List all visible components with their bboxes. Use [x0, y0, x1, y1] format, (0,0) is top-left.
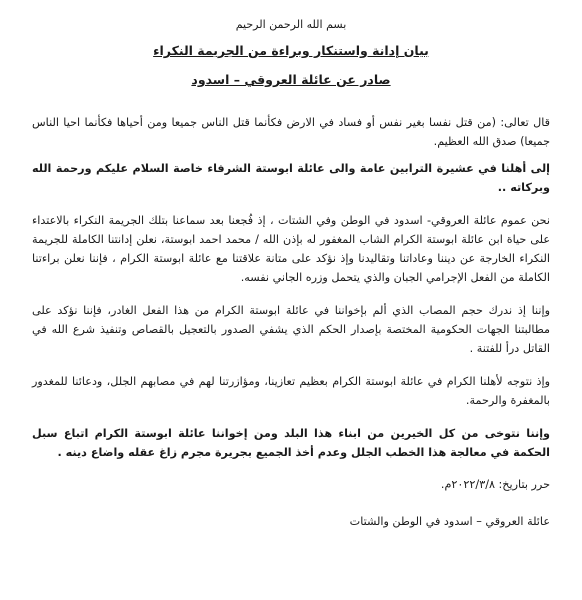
basmala: بسم الله الرحمن الرحيم — [235, 18, 347, 31]
document-title: بيان إدانة واستنكار وبراءة من الجريمة النكراء — [153, 43, 429, 58]
signature: عائلة العروقي – اسدود في الوطن والشتات — [349, 515, 550, 528]
greeting: إلى أهلنا في عشيرة الترابين عامة والى عائلة ابوستة الشرفاء خاصة السلام عليكم ورحمة الله وبركاته .. — [32, 162, 550, 194]
paragraph-demand: وإننا إذ ندرك حجم المصاب الذي ألم بإخواننا في عائلة ابوستة الكرام من هذا الفعل الغادر، فإننا نؤكد على مطالبتنا الجهات الحكومية المختصة بإصدار الحكم الذي يشفي الصدور بالتعجيل بالقصاص وتنفيذ شرع الله في القاتل درأ للفتنة . — [32, 304, 550, 355]
quran-quote: قال تعالى: (من قتل نفسا بغير نفس أو فساد في الارض فكأنما قتل الناس جميعا ومن أحياها فكأنما احيا الناس جميعا) صدق الله العظيم. — [32, 116, 550, 148]
paragraph-condolence: وإذ نتوجه لأهلنا الكرام في عائلة ابوستة الكرام بعظيم تعازينا، ومؤازرتنا لهم في مصابهم الجلل، ودعائنا للمغدور بالمغفرة والرحمة. — [32, 375, 550, 407]
paragraph-appeal: وإننا نتوخى من كل الخيرين من ابناء هذا البلد ومن إخواننا عائلة ابوستة الكرام اتباع سبل الحكمة في معالجة هذا الخطب الجلل وعدم أخذ الجميع بجريرة مجرم زاغ عقله واضاع دينه . — [32, 427, 550, 459]
document-issuer: صادر عن عائلة العروقي – اسدود — [191, 72, 391, 87]
paragraph-condemnation: نحن عموم عائلة العروقي- اسدود في الوطن وفي الشتات ، إذ فُجعنا بعد سماعنا بتلك الجريمة النكراء بالاعتداء على حياة ابن عائلة ابوستة الكرام الشاب المغفور له بإذن الله / محمد احمد ابوستة، نعلن إدانتنا الكاملة للجريمة النكراء الخارجة عن ديننا وعاداتنا وتقاليدنا وإذ نؤكد على متانة علاقتنا مع عائلة ابوستة الكرام ، فإننا نعلن براءتنا الكاملة من الفعل الإجرامي الجبان والذي يتحمل وزره الجاني نفسه. — [32, 214, 550, 284]
issue-date: حرر بتاريخ: ٢٠٢٢/٣/٨م. — [440, 478, 550, 491]
